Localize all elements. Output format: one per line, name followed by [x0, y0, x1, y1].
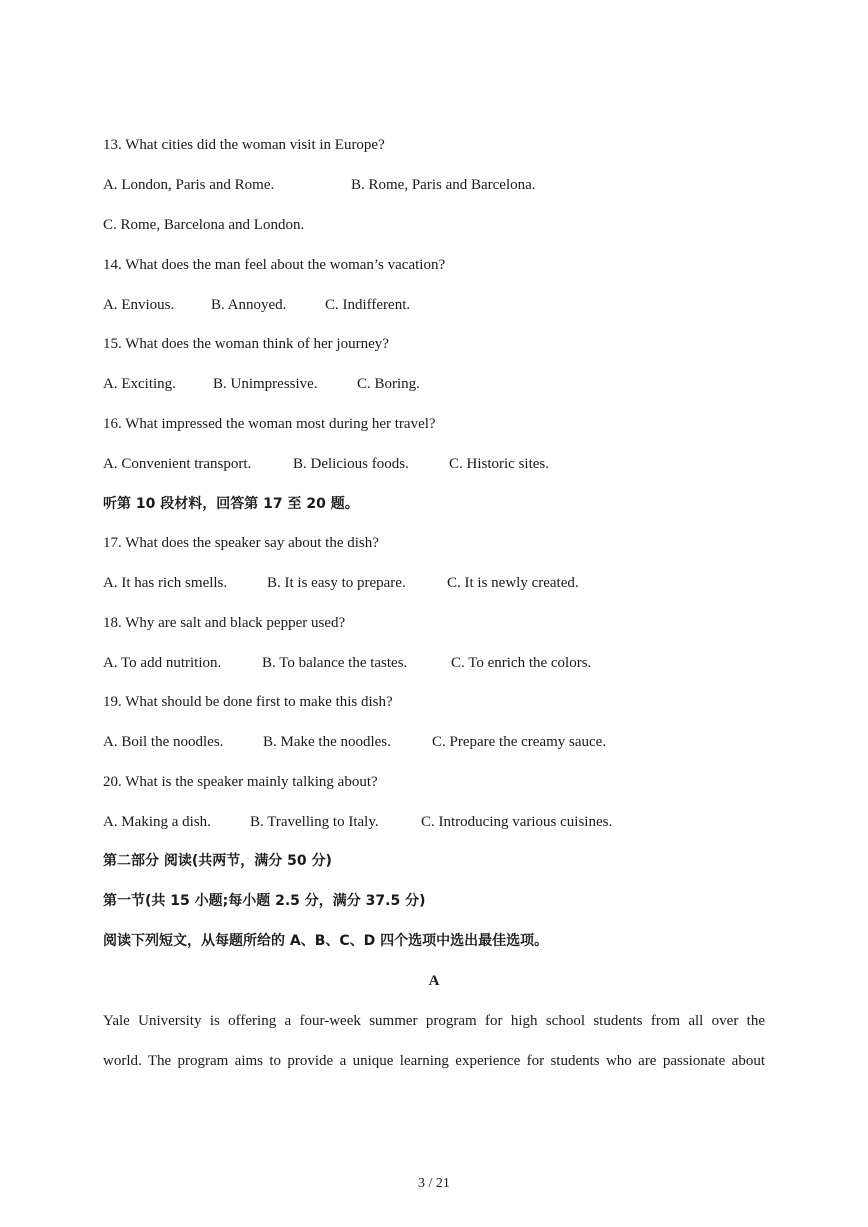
question-14-option-b: B. Annoyed.	[211, 297, 287, 313]
question-17-option-a: A. It has rich smells.	[103, 575, 228, 591]
question-13-option-a: A. London, Paris and Rome.	[103, 177, 275, 193]
question-18-option-c: C. To enrich the colors.	[451, 655, 592, 671]
question-13-stem: 13. What cities did the woman visit in Europe?	[103, 137, 385, 153]
question-20-option-c: C. Introducing various cuisines.	[421, 814, 613, 830]
question-19-option-a: A. Boil the noodles.	[103, 734, 224, 750]
question-16-option-b: B. Delicious foods.	[293, 456, 409, 472]
question-14-stem: 14. What does the man feel about the woman’s vacation?	[103, 257, 446, 273]
question-18-option-b: B. To balance the tastes.	[262, 655, 408, 671]
question-14-option-c: C. Indifferent.	[325, 297, 411, 313]
question-17-option-c: C. It is newly created.	[447, 575, 579, 591]
question-15-option-c: C. Boring.	[357, 376, 420, 392]
passage-label: A	[428, 973, 440, 989]
question-20-option-b: B. Travelling to Italy.	[250, 814, 379, 830]
question-19-option-c: C. Prepare the creamy sauce.	[432, 734, 607, 750]
question-16-option-c: C. Historic sites.	[449, 456, 549, 472]
question-19-stem: 19. What should be done first to make this dish?	[103, 694, 393, 710]
page-number: 3 / 21	[418, 1176, 450, 1191]
question-17-stem: 17. What does the speaker say about the dish?	[103, 535, 379, 551]
section-one-heading: 第一节(共 15 小题;每小题 2.5 分，满分 37.5 分)	[103, 893, 426, 909]
question-15-stem: 15. What does the woman think of her journey?	[103, 336, 389, 352]
passage-line-2: world. The program aims to provide a unique learning experience for students who are passionate about	[103, 1053, 765, 1069]
question-19-option-b: B. Make the noodles.	[263, 734, 391, 750]
question-13-option-b: B. Rome, Paris and Barcelona.	[351, 177, 536, 193]
passage-line-1: Yale University is offering a four-week summer program for high school students from all over the	[103, 1013, 765, 1029]
question-16-stem: 16. What impressed the woman most during her travel?	[103, 416, 436, 432]
question-18-stem: 18. Why are salt and black pepper used?	[103, 615, 346, 631]
part-two-heading: 第二部分 阅读(共两节，满分 50 分)	[103, 853, 332, 869]
question-16-option-a: A. Convenient transport.	[103, 456, 252, 472]
question-13-option-c: C. Rome, Barcelona and London.	[103, 217, 305, 233]
question-18-option-a: A. To add nutrition.	[103, 655, 222, 671]
question-14-option-a: A. Envious.	[103, 297, 175, 313]
question-15-option-a: A. Exciting.	[103, 376, 176, 392]
reading-instructions: 阅读下列短文，从每题所给的 A、B、C、D 四个选项中选出最佳选项。	[103, 933, 549, 949]
section-note-material-10: 听第 10 段材料，回答第 17 至 20 题。	[103, 496, 359, 512]
question-15-option-b: B. Unimpressive.	[213, 376, 318, 392]
question-17-option-b: B. It is easy to prepare.	[267, 575, 406, 591]
question-20-stem: 20. What is the speaker mainly talking about?	[103, 774, 378, 790]
question-20-option-a: A. Making a dish.	[103, 814, 211, 830]
